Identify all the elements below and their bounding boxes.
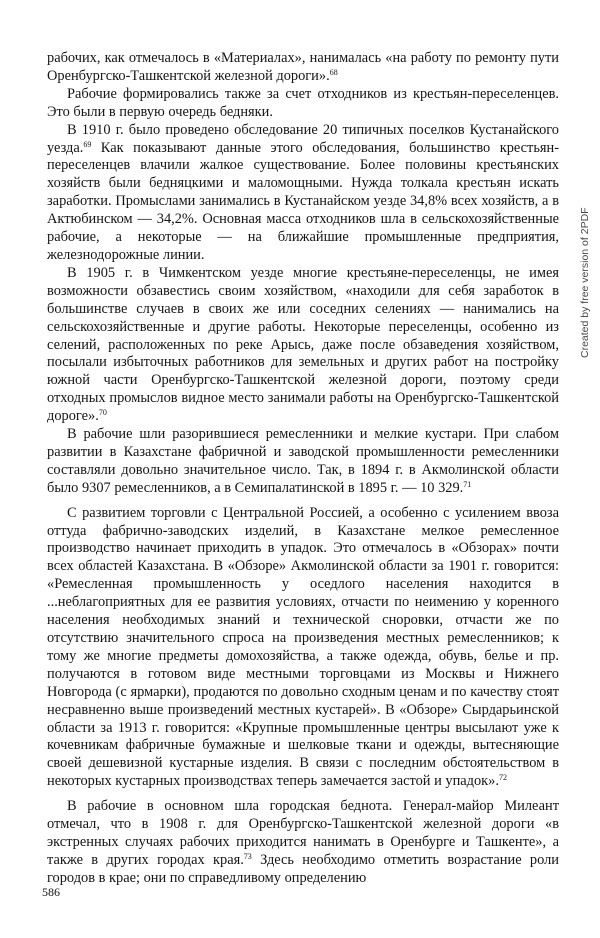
paragraph-7-tail: Здесь необходимо отметить возрастание роли городов в крае; они по справедливому определению bbox=[47, 851, 559, 886]
body-text bbox=[47, 50, 559, 888]
footnote-ref-73: 73 bbox=[243, 851, 252, 861]
footnote-ref-71: 71 bbox=[463, 479, 472, 489]
paragraph-7 bbox=[47, 798, 559, 888]
paragraph-1-text: рабочих, как отмечалось в «Материалах», нанималась «на работу по ремонту пути Оренбургско-Ташкентской железной дороги». bbox=[47, 50, 559, 84]
paragraph-1 bbox=[47, 50, 559, 86]
paragraph-4-text: В 1905 г. в Чимкентском уезде многие крестьяне-переселенцы, не имея возможности обзавестись своим хозяйством, «находили для себя заработок в большинстве случаев в своих же или соседних селениях — нанимались на сельскохозяйственные и другие работы. Некоторые переселенцы, особенно из селений, расположенных по реке Арысь, даже после обзаведения хозяйством, посылали избыточных работников для земельных и других работ на постройку южной части Оренбургско-Ташкентской железной дороги, поэтому среди отходных промыслов видное место занимали работы на Оренбургско-Ташкентской дороге». bbox=[47, 264, 559, 425]
paragraph-2 bbox=[47, 86, 559, 122]
footnote-ref-69: 69 bbox=[83, 139, 92, 149]
paragraph-5 bbox=[47, 426, 559, 498]
paragraph-3 bbox=[47, 122, 559, 265]
footnote-ref-72: 72 bbox=[498, 773, 507, 783]
paragraph-5-text: В рабочие шли разорившиеся ремесленники и мелкие кустари. При слабом развитии в Казахстане фабричной и заводской промышленности ремесленники составляли довольно значительное число. Так, в 1894 г. в Акмолинской области было 9307 ремесленников, а в Семипалатинской в 1895 г. — 10 329. bbox=[47, 426, 559, 496]
paragraph-7-text: В рабочие в основном шла городская беднота. Генерал-майор Милеант отмечал, что в 1908 г. для Оренбургско-Ташкентской железной дороги «в экстренных случаях рабочих приходится нанимать в Оренбурге и Ташкенте», а также в других городах края. bbox=[47, 798, 559, 868]
paragraph-6-text: С развитием торговли с Центральной Россией, а особенно с усилением ввоза оттуда фабрично-заводских изделий, в Казахстане мелкое ремесленное производство начинает приходить в упадок. Это отмечалось в «Обзорах» почти всех областей Казахстана. В «Обзоре» Акмолинской области за 1901 г. говорится: «Ремесленная промышленность у оседлого населения находится в ...неблагоприятных для ее развития условиях, отчасти по неимению у коренного населения необходимых знаний и технической сноровки, отчасти же по отсутствию значительного спроса на произведения местных ремесленников; к тому же многие предметы домохозяйства, а также одежда, обувь, белье и пр. получаются в готовом виде местными торговцами из Москвы и Нижнего Новгорода (с ярмарки), продаются по довольно сходным ценам и по качеству стоят несравненно выше произведений местных кустарей». В «Обзоре» Сырдарьинской области за 1913 г. говорится: «Крупные промышленные центры высылают уже к кочевникам фабричные бумажные и шелковые ткани и одежды, вытесняющие своей дешевизной кустарные изделия. В связи с последним обстоятельством в некоторых кустарных производствах теперь замечается застой и упадок». bbox=[47, 504, 559, 790]
paragraph-2-text: Рабочие формировались также за счет отходников из крестьян-переселенцев. Это были в первую очередь бедняки. bbox=[47, 85, 559, 120]
page-number: 586 bbox=[42, 885, 60, 899]
footnote-ref-70: 70 bbox=[98, 408, 107, 418]
paragraph-3-text: В 1910 г. было проведено обследование 20 типичных поселков Кустанайского уезда. bbox=[47, 121, 559, 156]
watermark bbox=[578, 143, 596, 358]
footnote-ref-68: 68 bbox=[329, 67, 338, 77]
paragraph-3-tail: Как показывают данные этого обследования, большинство крестьян-переселенцев влачили жалкое существование. Более половины крестьянских хозяйств были бедняцкими и маломощными. Нужда толкала крестьян искать заработки. Промыслами занимались в Кустанайском уезде 34,8% всех хозяйств, а в Актюбинском — 34,2%. Основная масса отходников шла в сельскохозяйственные рабочие, а некоторые — на ближайшие промышленные предприятия, железнодорожные линии. bbox=[47, 139, 559, 263]
paragraph-4 bbox=[47, 265, 559, 426]
watermark-text: Created by free version of 2PDF bbox=[579, 207, 591, 358]
paragraph-6 bbox=[47, 505, 559, 792]
